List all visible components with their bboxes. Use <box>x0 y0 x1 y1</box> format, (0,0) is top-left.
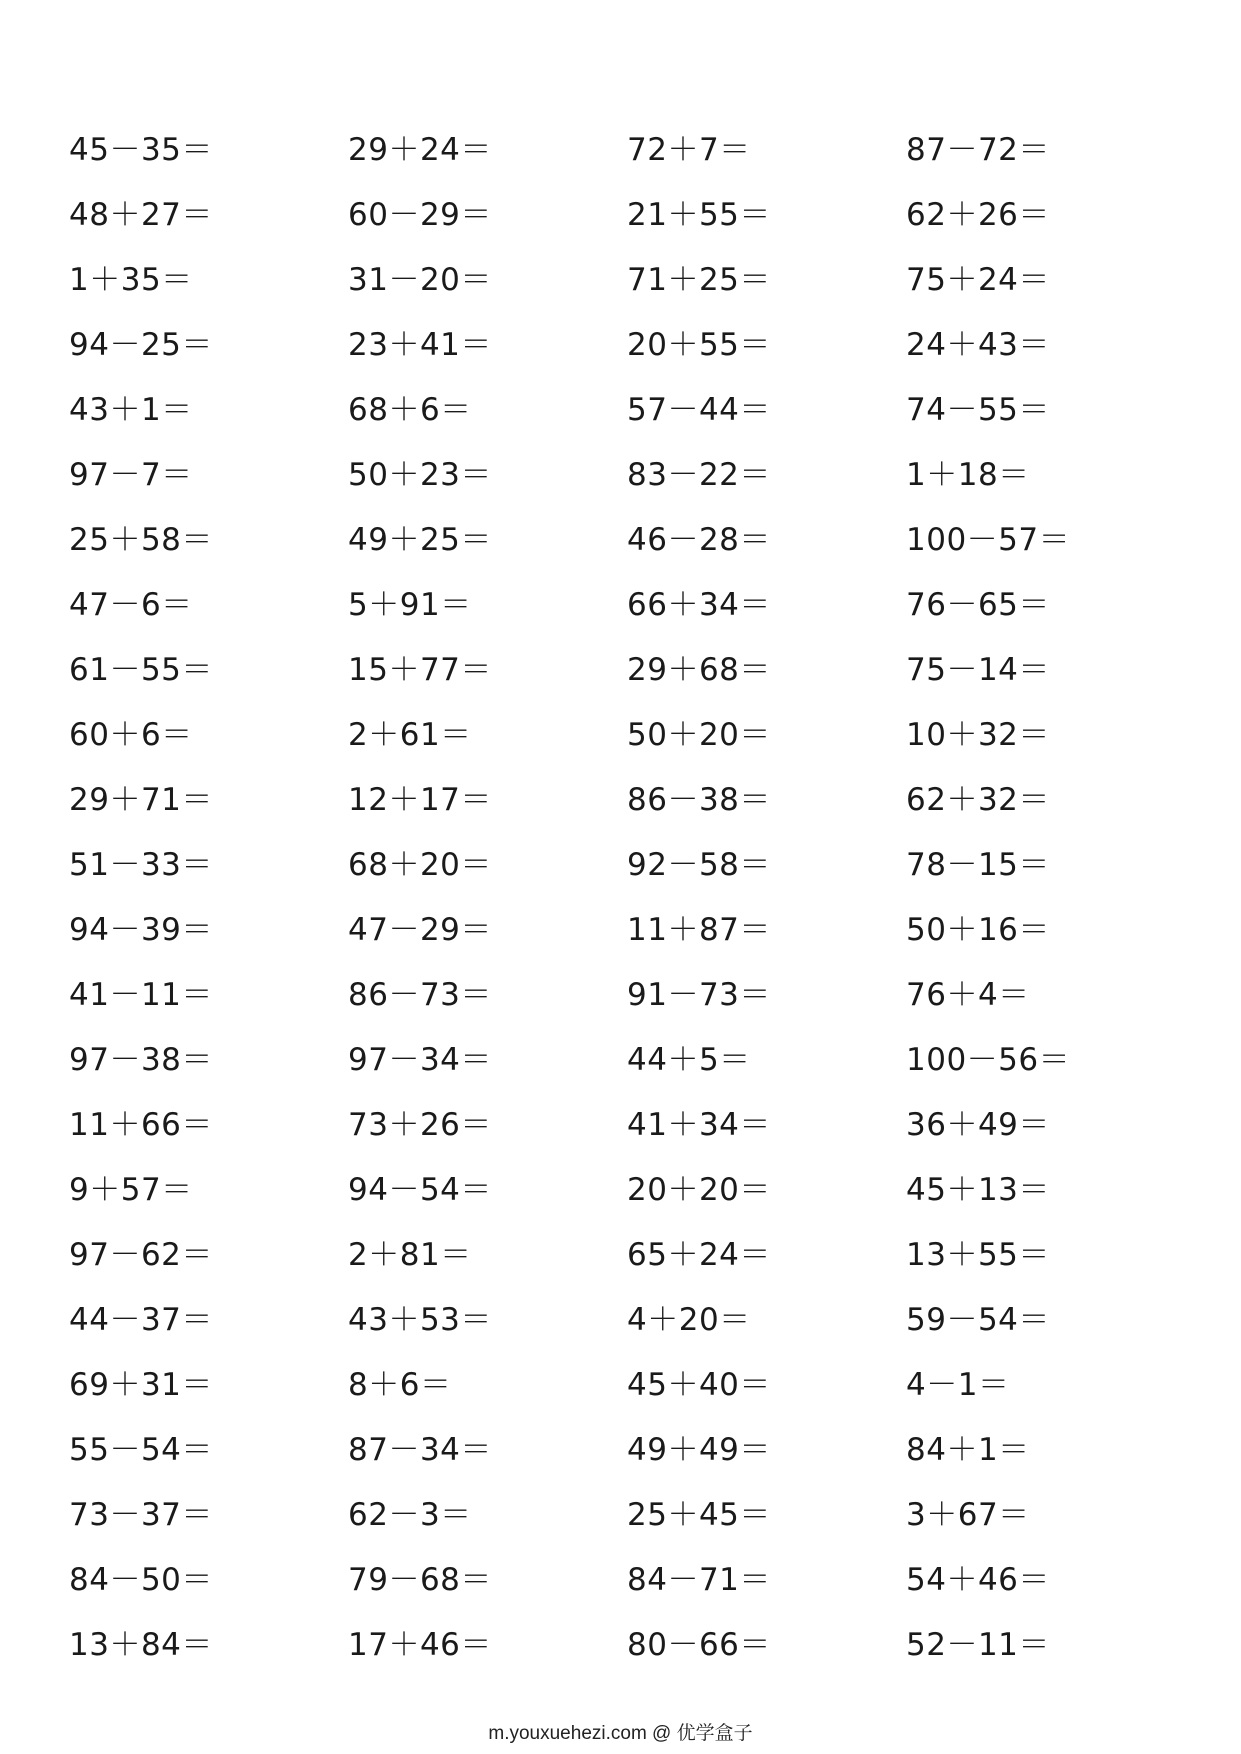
math-problem: 83－22＝ <box>627 457 771 493</box>
math-problem: 1＋18＝ <box>906 457 1030 493</box>
math-problem: 51－33＝ <box>69 847 213 883</box>
math-problem: 2＋81＝ <box>348 1237 472 1273</box>
math-problem: 69＋31＝ <box>69 1367 213 1403</box>
math-problem: 46－28＝ <box>627 522 771 558</box>
math-problem: 60＋6＝ <box>69 717 193 753</box>
math-problem: 36＋49＝ <box>906 1107 1050 1143</box>
math-problem: 44＋5＝ <box>627 1042 751 1078</box>
math-problem: 76＋4＝ <box>906 977 1030 1013</box>
math-problem: 97－34＝ <box>348 1042 492 1078</box>
math-problem: 84＋1＝ <box>906 1432 1030 1468</box>
math-problem: 65＋24＝ <box>627 1237 771 1273</box>
math-problem: 52－11＝ <box>906 1627 1050 1663</box>
math-problem: 50＋20＝ <box>627 717 771 753</box>
math-problem: 3＋67＝ <box>906 1497 1030 1533</box>
math-problem: 57－44＝ <box>627 392 771 428</box>
math-problem: 29＋68＝ <box>627 652 771 688</box>
footer-watermark: m.youxuehezi.com @ 优学盒子 <box>488 1723 753 1744</box>
math-problem: 74－55＝ <box>906 392 1050 428</box>
math-problem: 41＋34＝ <box>627 1107 771 1143</box>
math-problem: 20＋20＝ <box>627 1172 771 1208</box>
math-problem: 44－37＝ <box>69 1302 213 1338</box>
math-problem: 62＋26＝ <box>906 197 1050 233</box>
math-problem: 54＋46＝ <box>906 1562 1050 1598</box>
math-problem: 80－66＝ <box>627 1627 771 1663</box>
math-problem: 29＋71＝ <box>69 782 213 818</box>
math-problem: 47－6＝ <box>69 587 193 623</box>
math-problem: 1＋35＝ <box>69 262 193 298</box>
math-problem: 13＋55＝ <box>906 1237 1050 1273</box>
math-problem: 73－37＝ <box>69 1497 213 1533</box>
math-problem: 21＋55＝ <box>627 197 771 233</box>
math-problem: 94－39＝ <box>69 912 213 948</box>
math-problem: 9＋57＝ <box>69 1172 193 1208</box>
math-problem: 15＋77＝ <box>348 652 492 688</box>
math-problem: 17＋46＝ <box>348 1627 492 1663</box>
math-problem: 62－3＝ <box>348 1497 472 1533</box>
math-problem: 47－29＝ <box>348 912 492 948</box>
math-problem: 79－68＝ <box>348 1562 492 1598</box>
math-problem: 94－54＝ <box>348 1172 492 1208</box>
math-problem: 72＋7＝ <box>627 132 751 168</box>
math-problem: 2＋61＝ <box>348 717 472 753</box>
math-problem: 50＋23＝ <box>348 457 492 493</box>
math-problem: 59－54＝ <box>906 1302 1050 1338</box>
math-problem: 11＋87＝ <box>627 912 771 948</box>
math-problem: 94－25＝ <box>69 327 213 363</box>
math-problem: 20＋55＝ <box>627 327 771 363</box>
math-problem: 68＋20＝ <box>348 847 492 883</box>
math-problem: 49＋49＝ <box>627 1432 771 1468</box>
math-problem: 13＋84＝ <box>69 1627 213 1663</box>
math-problem: 100－57＝ <box>906 522 1071 558</box>
math-problem: 75－14＝ <box>906 652 1050 688</box>
math-problem: 43＋1＝ <box>69 392 193 428</box>
math-problem: 92－58＝ <box>627 847 771 883</box>
math-problem: 97－7＝ <box>69 457 193 493</box>
math-problem: 23＋41＝ <box>348 327 492 363</box>
math-problem: 60－29＝ <box>348 197 492 233</box>
math-problem: 84－71＝ <box>627 1562 771 1598</box>
math-problem: 45＋13＝ <box>906 1172 1050 1208</box>
math-problem: 25＋58＝ <box>69 522 213 558</box>
math-problem: 48＋27＝ <box>69 197 213 233</box>
math-problem: 43＋53＝ <box>348 1302 492 1338</box>
math-problem: 73＋26＝ <box>348 1107 492 1143</box>
math-problem: 45＋40＝ <box>627 1367 771 1403</box>
math-problem: 75＋24＝ <box>906 262 1050 298</box>
math-problem: 86－38＝ <box>627 782 771 818</box>
math-problem: 24＋43＝ <box>906 327 1050 363</box>
math-problem: 100－56＝ <box>906 1042 1071 1078</box>
math-problem: 49＋25＝ <box>348 522 492 558</box>
math-problem: 29＋24＝ <box>348 132 492 168</box>
math-problem: 71＋25＝ <box>627 262 771 298</box>
math-problem: 50＋16＝ <box>906 912 1050 948</box>
math-problem: 87－34＝ <box>348 1432 492 1468</box>
math-problem: 84－50＝ <box>69 1562 213 1598</box>
math-problem: 91－73＝ <box>627 977 771 1013</box>
math-problem: 25＋45＝ <box>627 1497 771 1533</box>
math-problem: 68＋6＝ <box>348 392 472 428</box>
math-problem: 62＋32＝ <box>906 782 1050 818</box>
math-problem: 4－1＝ <box>906 1367 1010 1403</box>
math-problem: 12＋17＝ <box>348 782 492 818</box>
math-problem: 11＋66＝ <box>69 1107 213 1143</box>
math-problem: 5＋91＝ <box>348 587 472 623</box>
math-problem: 66＋34＝ <box>627 587 771 623</box>
math-problem: 4＋20＝ <box>627 1302 751 1338</box>
math-problem: 86－73＝ <box>348 977 492 1013</box>
math-problem: 87－72＝ <box>906 132 1050 168</box>
math-problem: 45－35＝ <box>69 132 213 168</box>
math-problem: 31－20＝ <box>348 262 492 298</box>
math-problem: 97－38＝ <box>69 1042 213 1078</box>
math-problem: 61－55＝ <box>69 652 213 688</box>
math-problem: 8＋6＝ <box>348 1367 452 1403</box>
math-problem: 78－15＝ <box>906 847 1050 883</box>
math-problem: 97－62＝ <box>69 1237 213 1273</box>
math-problem: 41－11＝ <box>69 977 213 1013</box>
math-problem: 10＋32＝ <box>906 717 1050 753</box>
math-problem: 76－65＝ <box>906 587 1050 623</box>
math-problem: 55－54＝ <box>69 1432 213 1468</box>
